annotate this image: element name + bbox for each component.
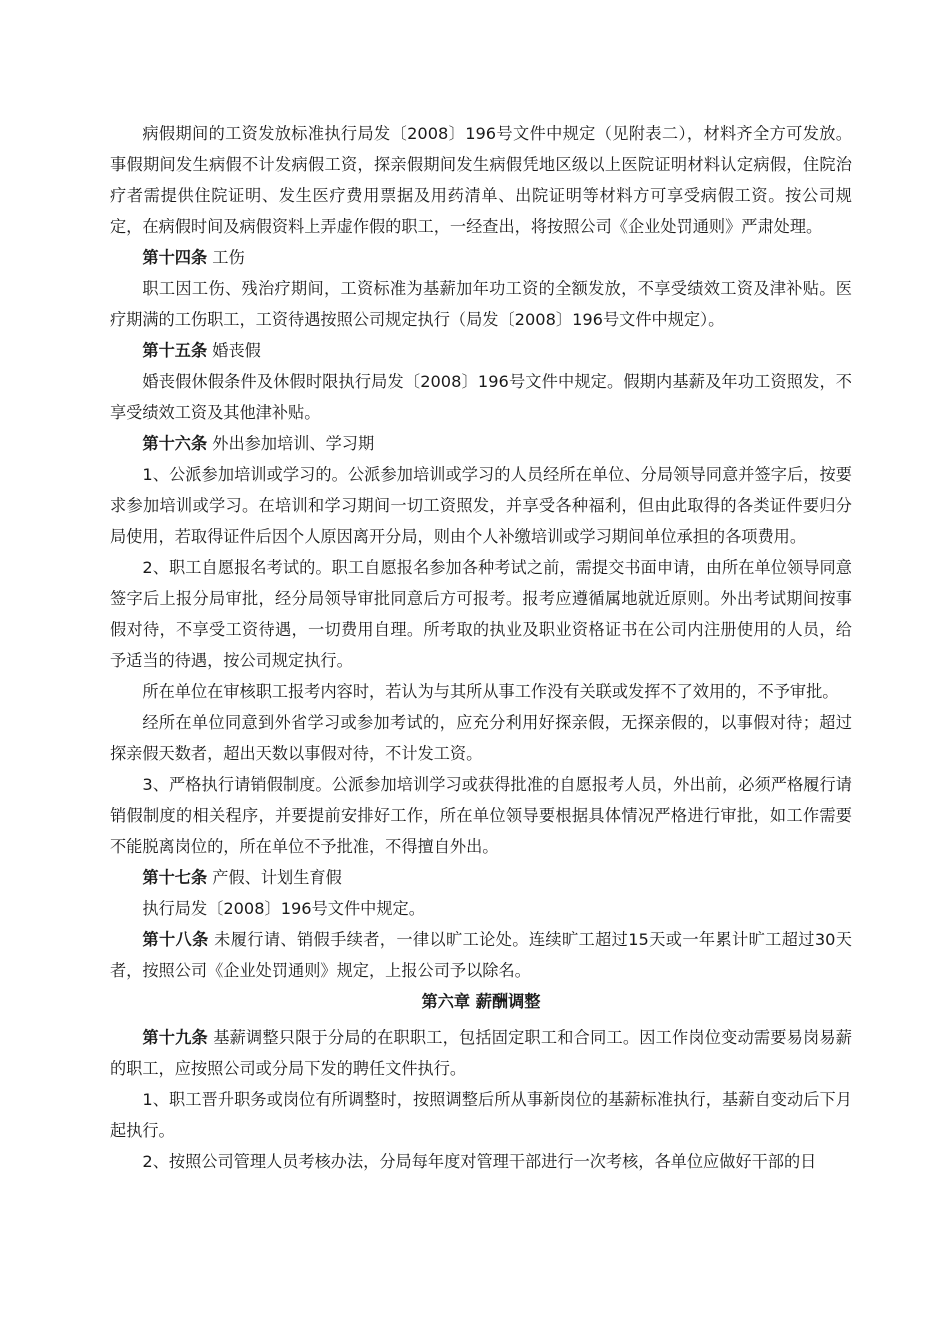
paragraph-work-injury: 职工因工伤、残治疗期间，工资标准为基薪加年功工资的全额发放，不享受绩效工资及津补贴。医疗期满的工伤职工，工资待遇按照公司规定执行（局发〔2008〕196号文件中规定）。 (110, 279, 852, 329)
article-text: 未履行请、销假手续者，一律以旷工论处。连续旷工超过15天或一年累计旷工超过30天者，按照公司《企业处罚通则》规定，上报公司予以除名。 (110, 930, 852, 980)
article-17-heading (110, 862, 852, 893)
paragraph-training-review: 所在单位在审核职工报考内容时，若认为与其所从事工作没有关联或发挥不了效用的，不予审批。 (142, 682, 839, 701)
article-title: 产假、计划生育假 (212, 868, 342, 887)
paragraph-maternity-leave: 执行局发〔2008〕196号文件中规定。 (142, 899, 425, 918)
article-title: 工伤 (212, 248, 245, 267)
article-19-paragraph (110, 1022, 852, 1084)
article-14-heading (110, 242, 852, 273)
article-16-heading (110, 428, 852, 459)
article-18-paragraph (110, 924, 852, 986)
paragraph-sick-leave: 病假期间的工资发放标准执行局发〔2008〕196号文件中规定（见附表二），材料齐全方可发放。事假期间发生病假不计发病假工资，探亲假期间发生病假凭地区级以上医院证明材料认定病假，住院治疗者需提供住院证明、发生医疗费用票据及用药清单、出院证明等材料方可享受病假工资。按公司规定，在病假时间及病假资料上弄虚作假的职工，一经查出，将按照公司《企业处罚通则》严肃处理。 (110, 124, 852, 236)
paragraph-salary-adjust-2: 2、按照公司管理人员考核办法，分局每年度对管理干部进行一次考核，各单位应做好干部的日 (142, 1152, 817, 1171)
article-number: 第十四条 (142, 248, 208, 267)
article-text: 基薪调整只限于分局的在职职工，包括固定职工和合同工。因工作岗位变动需要易岗易薪的职工，应按照公司或分局下发的聘任文件执行。 (110, 1028, 852, 1078)
document-body (110, 118, 852, 1177)
article-number: 第十五条 (142, 341, 208, 360)
article-title: 外出参加培训、学习期 (212, 434, 375, 453)
article-title: 婚丧假 (212, 341, 261, 360)
paragraph-training-2: 2、职工自愿报名考试的。职工自愿报名参加各种考试之前，需提交书面申请，由所在单位领导同意签字后上报分局审批，经分局领导审批同意后方可报考。报考应遵循属地就近原则。外出考试期间按事假对待，不享受工资待遇，一切费用自理。所考取的执业及职业资格证书在公司内注册使用的人员，给予适当的待遇，按公司规定执行。 (110, 558, 852, 670)
article-number: 第十七条 (142, 868, 208, 887)
article-15-heading (110, 335, 852, 366)
article-number: 第十八条 (142, 930, 209, 949)
paragraph-marriage-funeral-leave: 婚丧假休假条件及休假时限执行局发〔2008〕196号文件中规定。假期内基薪及年功工资照发，不享受绩效工资及其他津补贴。 (110, 372, 852, 422)
paragraph-salary-adjust-1: 1、职工晋升职务或岗位有所调整时，按照调整后所从事新岗位的基薪标准执行，基薪自变动后下月起执行。 (110, 1090, 852, 1140)
chapter-6-title: 第六章 薪酬调整 (421, 992, 541, 1011)
paragraph-training-3: 3、严格执行请销假制度。公派参加培训学习或获得批准的自愿报考人员，外出前，必须严格履行请销假制度的相关程序，并要提前安排好工作，所在单位领导要根据具体情况严格进行审批，如工作需要不能脱离岗位的，所在单位不予批准，不得擅自外出。 (110, 775, 852, 856)
article-number: 第十九条 (142, 1028, 208, 1047)
article-number: 第十六条 (142, 434, 208, 453)
paragraph-training-1: 1、公派参加培训或学习的。公派参加培训或学习的人员经所在单位、分局领导同意并签字后，按要求参加培训或学习。在培训和学习期间一切工资照发，并享受各种福利，但由此取得的各类证件要归分局使用，若取得证件后因个人原因离开分局，则由个人补缴培训或学习期间单位承担的各项费用。 (110, 465, 852, 546)
paragraph-training-out-of-province: 经所在单位同意到外省学习或参加考试的，应充分利用好探亲假，无探亲假的，以事假对待；超过探亲假天数者，超出天数以事假对待，不计发工资。 (110, 713, 852, 763)
